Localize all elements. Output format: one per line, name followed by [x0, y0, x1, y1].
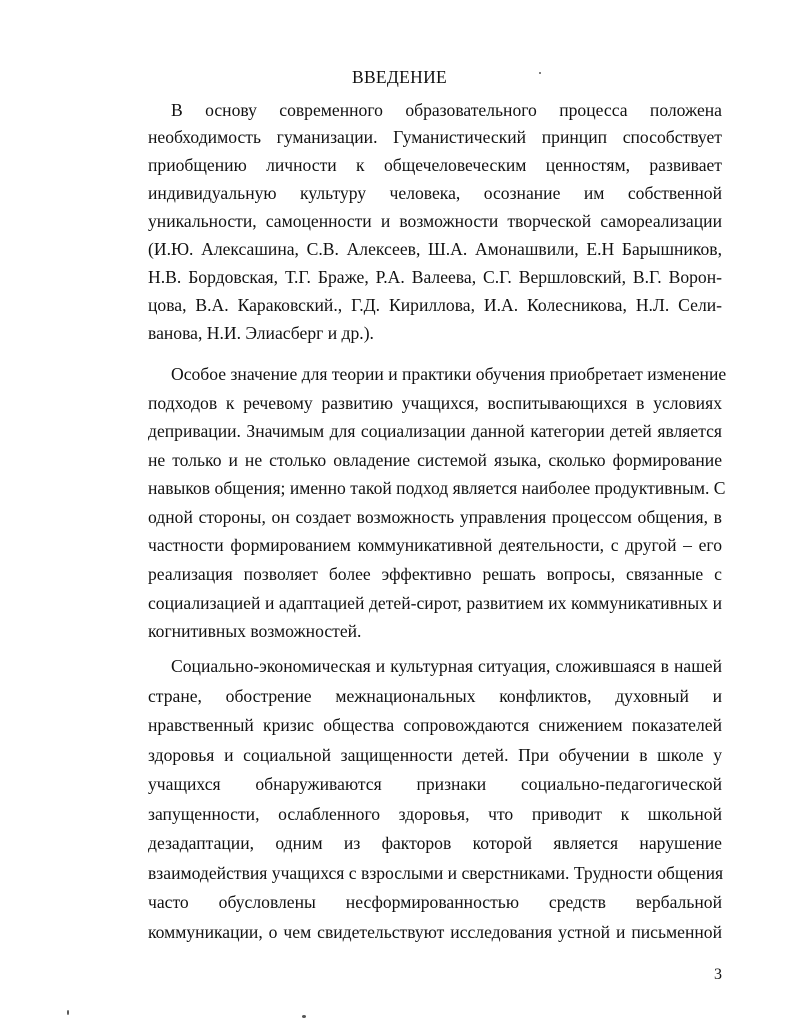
text-line: уникальности, самоценности и возможности творческой самореализации	[148, 211, 722, 231]
text-line: стране, обострение межнациональных конфликтов, духовный и	[148, 686, 722, 706]
text-line: взаимодействия учащихся с взрослыми и сверстниками. Трудности общения	[148, 863, 724, 883]
text-line: подходов к речевому развитию учащихся, воспитывающихся в условиях	[148, 393, 722, 413]
text-line: дезадаптации, одним из факторов которой является нарушение	[148, 833, 722, 853]
text-line: ванова, Н.И. Элиасберг и др.).	[148, 323, 374, 343]
text-line: часто обусловлены несформированностью средств вербальной	[148, 892, 722, 912]
text-line: нравственный кризис общества сопровождаются снижением показателей	[148, 715, 722, 735]
text-line: индивидуальную культуру человека, осознание им собственной	[148, 183, 722, 203]
text-line: здоровья и социальной защищенности детей. При обучении в школе у	[148, 745, 722, 765]
page-title: ВВЕДЕНИЕ	[351, 67, 448, 87]
page-number: 3	[714, 966, 722, 983]
text-line: частности формированием коммуникативной деятельности, с другой – его	[148, 535, 722, 555]
text-line: В основу современного образовательного процесса положена	[171, 100, 722, 120]
text-line: Н.В. Бордовская, Т.Г. Браже, Р.А. Валеева, С.Г. Вершловский, В.Г. Ворон-	[148, 267, 722, 287]
text-line: Особое значение для теории и практики обучения приобретает изменение	[171, 364, 727, 384]
text-line: (И.Ю. Алексашина, С.В. Алексеев, Ш.А. Амонашвили, Е.Н Барышников,	[148, 239, 722, 259]
text-line: одной стороны, он создает возможность управления процессом общения, в	[148, 507, 722, 527]
text-line: реализация позволяет более эффективно решать вопросы, связанные с	[148, 564, 722, 584]
text-line: запущенности, ослабленного здоровья, что приводит к школьной	[148, 804, 722, 824]
text-line: когнитивных возможностей.	[148, 621, 362, 641]
text-line: учащихся обнаруживаются признаки социально-педагогической	[148, 774, 722, 794]
text-line: необходимость гуманизации. Гуманистический принцип способствует	[148, 127, 722, 147]
text-line: Социально-экономическая и культурная ситуация, сложившаяся в нашей	[171, 656, 722, 676]
text-line: приобщению личности к общечеловеческим ценностям, развивает	[148, 155, 722, 175]
scan-speck	[539, 72, 541, 74]
text-line: цова, В.А. Караковский., Г.Д. Кириллова, И.А. Колесникова, Н.Л. Сели-	[148, 295, 722, 315]
text-line: не только и не столько овладение системой языка, сколько формирование	[148, 450, 722, 470]
text-line: депривации. Значимым для социализации данной категории детей является	[148, 421, 722, 441]
text-line: социализацией и адаптацией детей-сирот, развитием их коммуникативных и	[148, 593, 722, 613]
scan-speck	[302, 1015, 306, 1018]
text-line: коммуникации, о чем свидетельствуют исследования устной и письменной	[148, 922, 722, 942]
text-line: навыков общения; именно такой подход является наиболее продуктивным. С	[148, 478, 726, 498]
scan-speck	[67, 1010, 69, 1015]
